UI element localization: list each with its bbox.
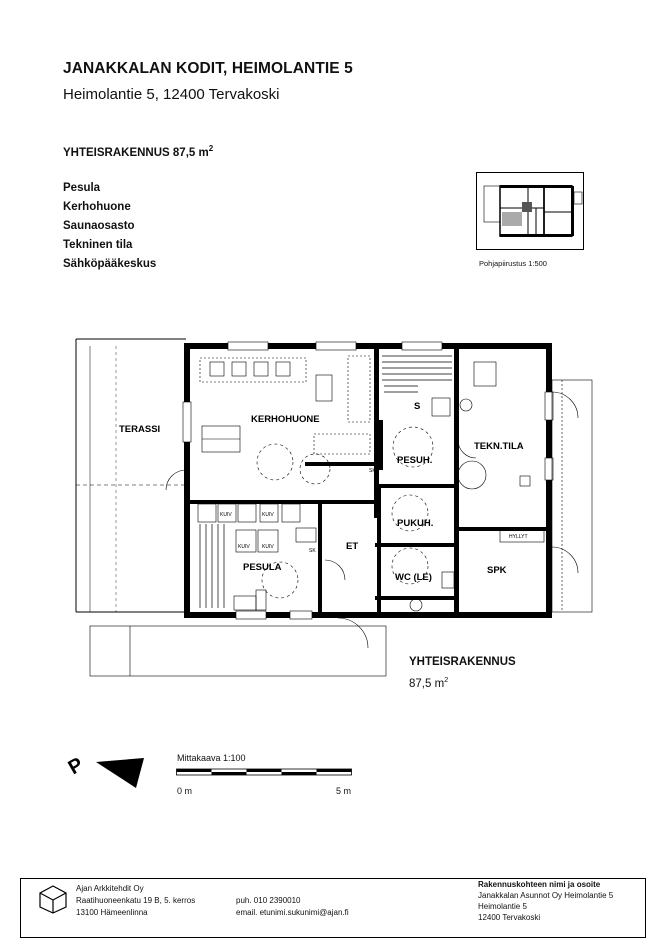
room-label-wc: WC (LE) [395, 572, 432, 583]
office-email: email. etunimi.sukunimi@ajan.fi [236, 908, 349, 917]
room-list-item: Tekninen tila [63, 239, 133, 251]
room-list-item: Sähköpääkeskus [63, 258, 157, 270]
scale-label: Mittakaava 1:100 [177, 753, 246, 763]
cabinet-label: SK [369, 468, 376, 474]
pesula-appliances [198, 504, 316, 610]
appliance-label: KUIV [262, 512, 274, 518]
project-line: Janakkalan Asunnot Oy Heimolantie 5 [478, 891, 614, 900]
site-plan-scale: Pohjapiirustus 1:500 [479, 259, 547, 268]
scale-end: 5 m [336, 786, 352, 796]
building-area-value: 87,5 m [409, 677, 445, 690]
appliance-label: KUIV [238, 544, 250, 550]
project-line: 12400 Tervakoski [478, 913, 541, 922]
room-label-pukuh: PUKUH. [397, 518, 434, 529]
north-arrow-icon [96, 758, 144, 788]
room-label-kerhohuone: KERHOHUONE [251, 414, 320, 425]
outer-walls [184, 343, 552, 618]
area-heading-sup: 2 [208, 144, 214, 153]
north-arrow-letter: P [64, 753, 88, 780]
room-label-tekn-tila: TEKN.TILA [474, 441, 524, 452]
doors [166, 392, 578, 648]
appliance-label: KUIV [262, 544, 274, 550]
windows [183, 342, 553, 619]
north-arrow [60, 740, 150, 790]
project-heading: Rakennuskohteen nimi ja osoite [478, 880, 601, 889]
room-label-s: S [414, 401, 421, 412]
area-heading-text: YHTEISRAKENNUS 87,5 m [63, 146, 209, 159]
building-area [409, 675, 448, 690]
room-label-spk: SPK [487, 565, 507, 576]
building-label: YHTEISRAKENNUS [409, 656, 516, 668]
drawing-title: JANAKKALAN KODIT, HEIMOLANTIE 5 [63, 60, 353, 77]
room-label-pesuh: PESUH. [397, 455, 433, 466]
scale-start: 0 m [177, 786, 193, 796]
office-name: Ajan Arkkitehdit Oy [76, 884, 144, 893]
building-area-sup: 2 [444, 675, 449, 684]
room-list-item: Saunaosasto [63, 220, 135, 232]
office-logo-icon [38, 884, 68, 914]
cabinet-label: SK [309, 548, 316, 554]
tekn-tila-equipment [458, 362, 544, 542]
room-label-terassi: TERASSI [119, 424, 161, 435]
appliance-label: KUIV [220, 512, 232, 518]
drawing-address: Heimolantie 5, 12400 Tervakoski [63, 86, 280, 103]
office-phone: puh. 010 2390010 [236, 896, 301, 905]
office-street: Raatihuoneenkatu 19 B, 5. kerros [76, 896, 196, 905]
room-label-pesula: PESULA [243, 562, 282, 573]
office-city: 13100 Hämeenlinna [76, 908, 148, 917]
project-line: Heimolantie 5 [478, 902, 527, 911]
room-label-et: ET [346, 541, 359, 552]
terrace [76, 339, 186, 612]
hatching [200, 356, 452, 608]
room-list-item: Kerhohuone [63, 201, 131, 213]
room-list-item: Pesula [63, 182, 101, 194]
scale-bar [176, 766, 354, 782]
shelves-label: HYLLYT [509, 534, 528, 540]
